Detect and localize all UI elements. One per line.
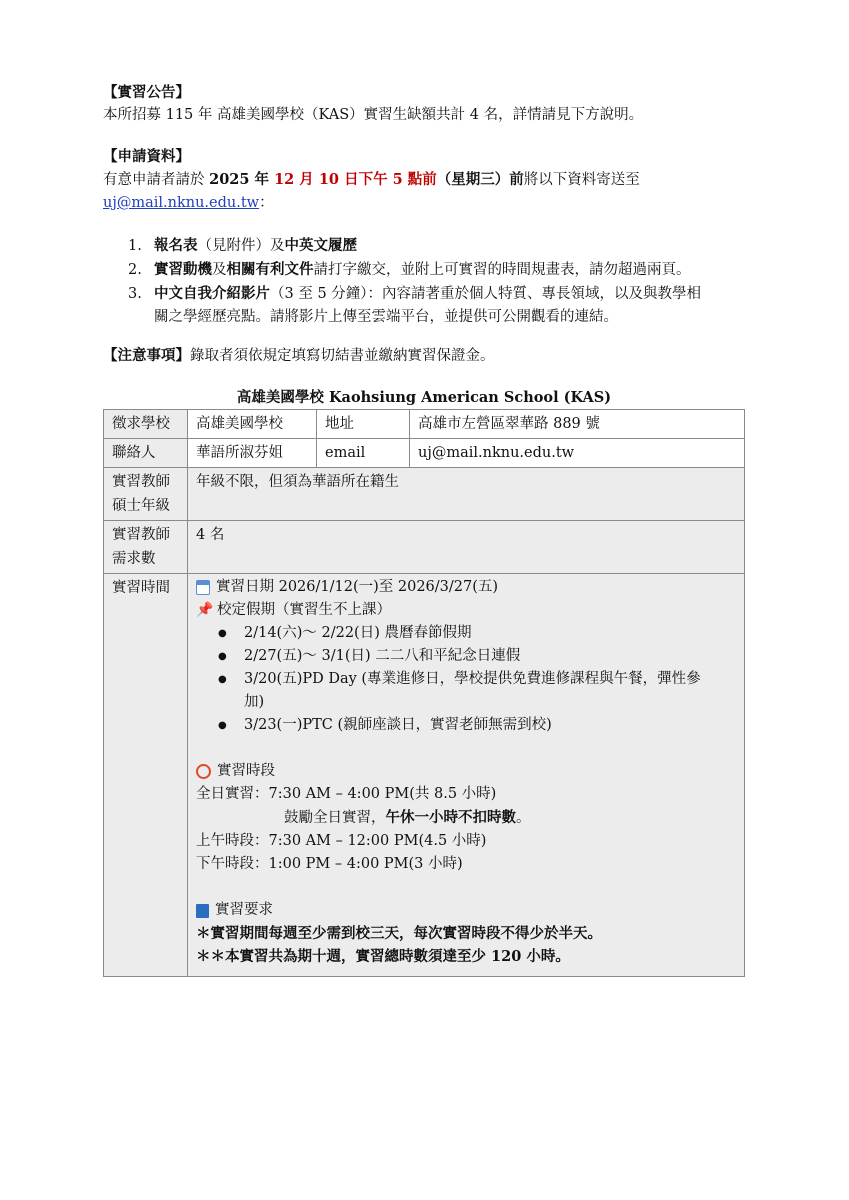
cell-email[interactable]: uj@mail.nknu.edu.tw — [410, 439, 745, 468]
holiday-list — [196, 622, 736, 737]
cell-contact: 華語所淑芬姐 — [188, 439, 317, 468]
table-row — [104, 410, 745, 439]
requirement-1: ＊實習期間每週至少需到校三天，每次實習時段不得少於半天。 — [196, 925, 602, 942]
deadline-send-to: 將以下資料寄送至 — [523, 172, 640, 188]
item-text: 關之學經歷亮點。請將影片上傳至雲端平台，並提供可公開觀看的連結。 — [154, 309, 618, 325]
requirement-title: 實習要求 — [215, 902, 273, 918]
period-title: 實習時段 — [217, 763, 275, 779]
list-item — [244, 668, 736, 714]
cell-label-school: 徵求學校 — [104, 410, 188, 439]
encourage-end: 。 — [516, 810, 531, 826]
cell-period — [188, 574, 745, 977]
item-bold: 相關有利文件 — [226, 261, 314, 278]
item-text: 請打字繳交，並附上可實習的時間規畫表，請勿超過兩頁。 — [313, 262, 691, 278]
cell-label-period: 實習時間 — [104, 574, 188, 977]
afternoon-text: 下午時段：1:00 PM – 4:00 PM(3 小時) — [196, 856, 463, 872]
item-number: 1. — [128, 238, 142, 254]
item-text: （3 至 5 分鐘）：內容請著重於個人特質、專長領域，以及與教學相 — [270, 286, 702, 302]
notes-text: 錄取者須依規定填寫切結書並繳納實習保證金。 — [190, 348, 495, 364]
holiday-title-line — [196, 599, 736, 622]
email-suffix: ： — [259, 195, 274, 211]
requirement-2 — [196, 945, 736, 968]
announcement-heading: 【實習公告】 — [103, 84, 190, 101]
alarm-clock-icon — [196, 764, 211, 779]
label-line: 實習教師 — [112, 527, 170, 543]
requirement-title-line — [196, 899, 736, 922]
table-row — [104, 521, 745, 574]
cell-quota: 4 名 — [188, 521, 745, 574]
deadline-text: 有意申請者請於 — [103, 172, 210, 188]
application-deadline-line — [103, 169, 640, 191]
requirement-2-hours: 120 — [491, 948, 522, 965]
list-item: ● 3/23(一)PTC (親師座談日，實習老師無需到校) — [244, 714, 736, 737]
school-info-table — [103, 409, 745, 977]
deadline-weekday: （星期三）前 — [436, 171, 524, 188]
table-row — [104, 468, 745, 521]
fullday-text: 全日實習：7:30 AM – 4:00 PM(共 8.5 小時) — [196, 786, 497, 802]
cell-address: 高雄市左營區翠華路 889 號 — [410, 410, 745, 439]
label-line: 需求數 — [112, 551, 156, 567]
notes-heading: 【注意事項】 — [103, 347, 190, 364]
deadline-date: 12 月 10 日下午 5 點前 — [274, 171, 437, 188]
deadline-year: 2025 年 — [209, 171, 275, 188]
book-icon — [196, 904, 209, 918]
cell-label-address: 地址 — [317, 410, 410, 439]
item-bold: 中英文履歷 — [284, 237, 357, 254]
cell-grade: 年級不限，但須為華語所在籍生 — [188, 468, 745, 521]
table-row — [104, 439, 745, 468]
table-row — [104, 574, 745, 977]
table-caption: 高雄美國學校 Kaohsiung American School (KAS) — [236, 389, 612, 406]
holiday-title: 校定假期（實習生不上課） — [217, 602, 391, 618]
requirement-2-end: 小時。 — [521, 948, 570, 965]
holiday-text: 3/20(五)PD Day (專業進修日，學校提供免費進修課程與午餐，彈性參 — [244, 671, 701, 687]
list-item: ● 2/14(六)～ 2/22(日) 農曆春節假期 — [244, 622, 736, 645]
item-text: 及 — [212, 262, 227, 278]
pushpin-icon: 📌 — [196, 602, 214, 618]
application-email-link[interactable]: uj@mail.nknu.edu.tw — [103, 195, 260, 211]
item-bold: 報名表 — [154, 237, 198, 254]
cell-label-email: email — [317, 439, 410, 468]
item-number: 2. — [128, 262, 142, 278]
holiday-text-cont: 加) — [244, 694, 265, 710]
application-email-line — [103, 192, 274, 214]
list-item: ● 2/27(五)～ 3/1(日) 二二八和平紀念日連假 — [244, 645, 736, 668]
period-title-line — [196, 760, 736, 783]
cell-school: 高雄美國學校 — [188, 410, 317, 439]
item-bold: 中文自我介紹影片 — [154, 285, 270, 302]
morning-text: 上午時段：7:30 AM – 12:00 PM(4.5 小時) — [196, 833, 487, 849]
cell-label-contact: 聯絡人 — [104, 439, 188, 468]
label-line: 實習教師 — [112, 474, 170, 490]
item-text: （見附件）及 — [197, 238, 285, 254]
dates-line — [196, 576, 736, 599]
application-heading: 【申請資料】 — [103, 148, 190, 165]
announcement-text: 本所招募 115 年 高雄美國學校（KAS）實習生缺額共計 4 名，詳情請見下方說明。 — [103, 107, 644, 123]
calendar-icon — [196, 580, 210, 595]
requirement-2-text: ＊＊本實習共為期十週，實習總時數須達至少 — [196, 948, 492, 965]
encourage-text: 鼓勵全日實習， — [284, 810, 386, 826]
label-line: 碩士年級 — [112, 498, 170, 514]
notes-line — [103, 345, 495, 367]
cell-label-grade — [104, 468, 188, 521]
item-number: 3. — [128, 286, 142, 302]
encourage-line — [196, 806, 736, 830]
dates-text: 實習日期 2026/1/12(一)至 2026/3/27(五) — [216, 579, 499, 595]
encourage-bold: 午休一小時不扣時數 — [385, 809, 516, 826]
item-bold: 實習動機 — [154, 261, 212, 278]
cell-label-quota — [104, 521, 188, 574]
